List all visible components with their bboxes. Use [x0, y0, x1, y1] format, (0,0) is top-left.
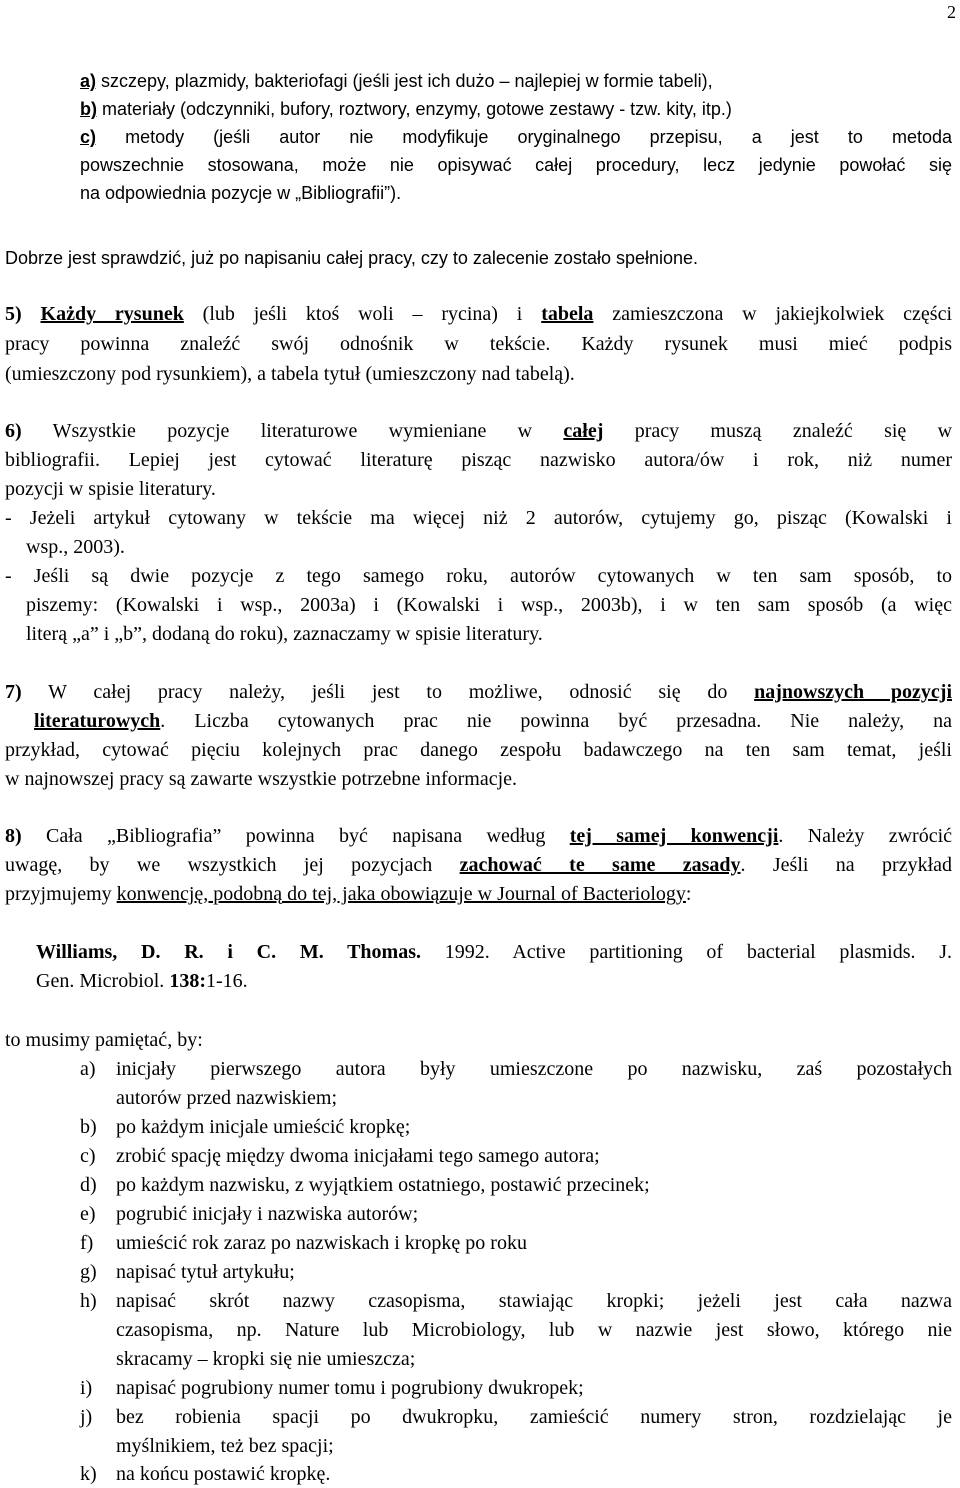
list-text: materiały (odczynniki, bufory, roztwory, enzymy, gotowe zestawy - tzw. kity, itp.)	[102, 99, 732, 119]
emphasis: tej samej konwencji	[569, 825, 779, 847]
rule-item: napisać pogrubiony numer tomu i pogrubiony dwukropek;	[116, 1377, 584, 1399]
text: przyjmujemy	[5, 883, 112, 905]
emphasis: Każdy rysunek	[40, 303, 184, 325]
list-text: szczepy, plazmidy, bakteriofagi (jeśli jest ich dużo – najlepiej w formie tabeli),	[101, 71, 713, 91]
point-5	[5, 303, 952, 326]
emphasis: tabela	[541, 303, 594, 325]
text: (lub jeśli ktoś woli – rycina) i	[202, 303, 523, 325]
text: W całej pracy należy, jeśli jest to możliwe, odnosić się do	[48, 681, 728, 703]
point-6-dash-1-line: wsp., 2003).	[26, 536, 125, 558]
point-7-line: w najnowszej pracy są zawarte wszystkie potrzebne informacje.	[5, 768, 518, 790]
emphasis: literaturowych	[34, 710, 161, 732]
point-6-dash-1: - Jeżeli artykuł cytowany w tekście ma więcej niż 2 autorów, cytujemy go, pisząc (Kowalski i	[5, 507, 952, 529]
point-number: 8)	[5, 825, 22, 847]
rule-item: umieścić rok zaraz po nazwiskach i kropkę po roku	[116, 1232, 527, 1254]
text: zamieszczona w jakiejkolwiek części	[612, 303, 952, 325]
rule-item-label: d)	[80, 1174, 97, 1196]
list-item-c	[80, 127, 952, 148]
text: Cała „Bibliografia” powinna być napisana według	[46, 825, 546, 847]
rule-item: inicjały pierwszego autora były umieszczone po nazwisku, zaś pozostałych	[116, 1058, 952, 1080]
point-8	[5, 825, 952, 848]
rule-item-label: b)	[80, 1116, 97, 1138]
reference-journal: Gen. Microbiol.	[36, 970, 165, 992]
rule-item: napisać skrót nazwy czasopisma, stawiając kropki; jeżeli jest cała nazwa	[116, 1290, 952, 1312]
rule-item: pogrubić inicjały i nazwiska autorów;	[116, 1203, 419, 1225]
point-6-dash-2-line: piszemy: (Kowalski i wsp., 2003a) i (Kowalski i wsp., 2003b), i w ten sam sposób (a więc	[26, 594, 952, 616]
rule-item-line: autorów przed nazwiskiem;	[116, 1087, 338, 1109]
rule-item: napisać tytuł artykułu;	[116, 1261, 295, 1283]
reference-pages: 1-16.	[205, 970, 248, 992]
reference-volume: 138:	[169, 970, 206, 992]
example-reference	[36, 941, 952, 964]
text: Wszystkie pozycje literaturowe wymieniane w	[52, 420, 533, 442]
rule-item: po każdym inicjale umieścić kropkę;	[116, 1116, 411, 1138]
point-7-line: przykład, cytować pięciu kolejnych prac danego zespołu badawczego na ten sam temat, jeśli	[5, 739, 952, 761]
reference-text: 1992. Active partitioning of bacterial plasmids. J.	[444, 941, 953, 963]
rule-item: zrobić spację między dwoma inicjałami tego samego autora;	[116, 1145, 600, 1167]
rule-item: bez robienia spacji po dwukropku, zamieścić numery stron, rozdzielając je	[116, 1406, 952, 1428]
rule-item-label: a)	[80, 1058, 96, 1080]
text: . Należy zwrócić	[778, 825, 952, 847]
rule-item-label: h)	[80, 1290, 97, 1312]
rule-item: po każdym nazwisku, z wyjątkiem ostatniego, postawić przecinek;	[116, 1174, 650, 1196]
rule-item: na końcu postawić kropkę.	[116, 1463, 331, 1485]
emphasis: zachować te same zasady	[459, 854, 741, 876]
point-8-line	[5, 854, 952, 877]
emphasis: najnowszych pozycji	[754, 681, 953, 703]
point-7	[5, 681, 952, 704]
point-6-dash-2: - Jeśli są dwie pozycje z tego samego roku, autorów cytowanych w ten sam sposób, to	[5, 565, 952, 587]
example-reference-line	[36, 970, 248, 993]
reference-authors: Williams, D. R. i C. M. Thomas.	[36, 941, 421, 963]
rule-item-label: j)	[80, 1406, 93, 1428]
list-label: c)	[80, 127, 97, 147]
list-item-a	[80, 71, 713, 92]
point-5-line: pracy powinna znaleźć swój odnośnik w tekście. Każdy rysunek musi mieć podpis	[5, 333, 952, 355]
remember-intro: to musimy pamiętać, by:	[5, 1029, 203, 1051]
point-8-line	[5, 883, 691, 906]
check-note: Dobrze jest sprawdzić, już po napisaniu całej pracy, czy to zalecenie zostało spełnione.	[5, 248, 699, 268]
page-number: 2	[947, 2, 956, 22]
rule-item-line: myślnikiem, też bez spacji;	[116, 1435, 334, 1457]
list-item-c-line: powszechnie stosowana, może nie opisywać całej procedury, lecz jedynie powołać się	[80, 155, 952, 175]
point-5-line: (umieszczony pod rysunkiem), a tabela tytuł (umieszczony nad tabelą).	[5, 363, 575, 385]
emphasis: konwencję, podobną do tej, jaka obowiązuje w Journal of Bacteriology	[116, 883, 686, 905]
point-number: 7)	[5, 681, 22, 703]
rule-item-label: k)	[80, 1463, 97, 1485]
rule-item-label: g)	[80, 1261, 97, 1283]
point-6-line: bibliografii. Lepiej jest cytować literaturę pisząc nazwisko autora/ów i rok, niż numer	[5, 449, 952, 471]
text: :	[685, 883, 692, 905]
text: . Liczba cytowanych prac nie powinna być przesadna. Nie należy, na	[160, 710, 952, 732]
point-7-line	[5, 710, 952, 733]
point-number: 6)	[5, 420, 22, 442]
point-number: 5)	[5, 303, 22, 325]
point-6-line: pozycji w spisie literatury.	[5, 478, 216, 500]
list-label: a)	[80, 71, 97, 91]
emphasis: całej	[563, 420, 604, 442]
list-item-c-line: na odpowiednia pozycje w „Bibliografii”).	[80, 183, 402, 203]
rule-item-label: e)	[80, 1203, 96, 1225]
rule-item-line: skracamy – kropki się nie umieszcza;	[116, 1348, 416, 1370]
rule-item-label: i)	[80, 1377, 93, 1399]
list-label: b)	[80, 99, 97, 119]
list-item-b	[80, 99, 732, 120]
text: uwagę, by we wszystkich jej pozycjach	[5, 854, 433, 876]
list-text: metody (jeśli autor nie modyfikuje oryginalnego przepisu, a jest to metoda	[125, 127, 952, 147]
point-6	[5, 420, 952, 443]
text: pracy muszą znaleźć się w	[634, 420, 953, 442]
rule-item-label: f)	[80, 1232, 94, 1254]
rule-item-line: czasopisma, np. Nature lub Microbiology, lub w nazwie jest słowo, którego nie	[116, 1319, 952, 1341]
text: . Jeśli na przykład	[740, 854, 953, 876]
point-6-dash-2-line: literą „a” i „b”, dodaną do roku), zaznaczamy w spisie literatury.	[26, 623, 543, 645]
rule-item-label: c)	[80, 1145, 96, 1167]
